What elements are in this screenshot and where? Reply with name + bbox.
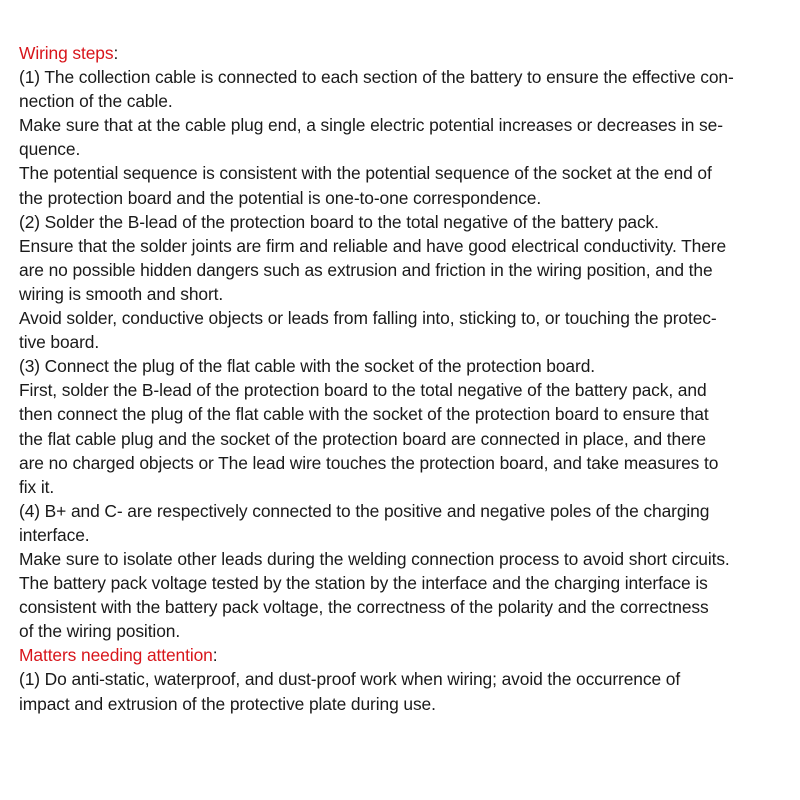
text-line: Ensure that the solder joints are firm and reliable and have good electrical conductivity. There: [19, 235, 727, 256]
text-line: of the wiring position.: [19, 621, 181, 642]
text-line: are no possible hidden dangers such as extrusion and friction in the wiring position, and the: [19, 259, 713, 280]
text-line: Make sure that at the cable plug end, a single electric potential increases or decreases in se-: [19, 115, 723, 136]
wiring-steps-heading-text: Wiring steps: [19, 43, 114, 63]
text-line: (2) Solder the B-lead of the protection board to the total negative of the battery pack.: [19, 211, 659, 232]
attention-heading-text: Matters needing attention: [19, 645, 213, 666]
text-line: (1) The collection cable is connected to each section of the battery to ensure the effective con-: [19, 67, 734, 88]
text-line: consistent with the battery pack voltage, the correctness of the polarity and the correctness: [19, 597, 709, 618]
text-line: nection of the cable.: [19, 91, 173, 112]
wiring-steps-heading: [19, 41, 789, 65]
text-line: interface.: [19, 524, 90, 545]
instruction-document: [19, 41, 789, 716]
text-line: First, solder the B-lead of the protection board to the total negative of the battery pack, and: [19, 380, 707, 401]
wiring-steps-heading-colon: :: [113, 43, 119, 63]
text-line: The battery pack voltage tested by the station by the interface and the charging interface is: [19, 573, 708, 594]
text-line: Make sure to isolate other leads during the welding connection process to avoid short circuits.: [19, 548, 730, 569]
text-line: tive board.: [19, 332, 100, 353]
attention-line: impact and extrusion of the protective plate during use.: [19, 693, 436, 714]
text-line: quence.: [19, 139, 81, 160]
text-line: are no charged objects or The lead wire touches the protection board, and take measures to: [19, 452, 719, 473]
text-line: the protection board and the potential is one-to-one correspondence.: [19, 187, 542, 208]
text-line: then connect the plug of the flat cable with the socket of the protection board to ensure that: [19, 404, 709, 425]
attention-heading: [19, 643, 789, 667]
text-line: Avoid solder, conductive objects or leads from falling into, sticking to, or touching the protec-: [19, 308, 717, 329]
text-line: The potential sequence is consistent with the potential sequence of the socket at the end of: [19, 163, 712, 184]
text-line: fix it.: [19, 476, 55, 497]
text-line: (3) Connect the plug of the flat cable with the socket of the protection board.: [19, 356, 596, 377]
attention-line: (1) Do anti-static, waterproof, and dust-proof work when wiring; avoid the occurrence of: [19, 669, 681, 690]
text-line: (4) B+ and C- are respectively connected to the positive and negative poles of the charging: [19, 500, 710, 521]
text-line: wiring is smooth and short.: [19, 283, 224, 304]
text-line: the flat cable plug and the socket of the protection board are connected in place, and there: [19, 428, 706, 449]
attention-heading-colon: :: [212, 645, 218, 666]
